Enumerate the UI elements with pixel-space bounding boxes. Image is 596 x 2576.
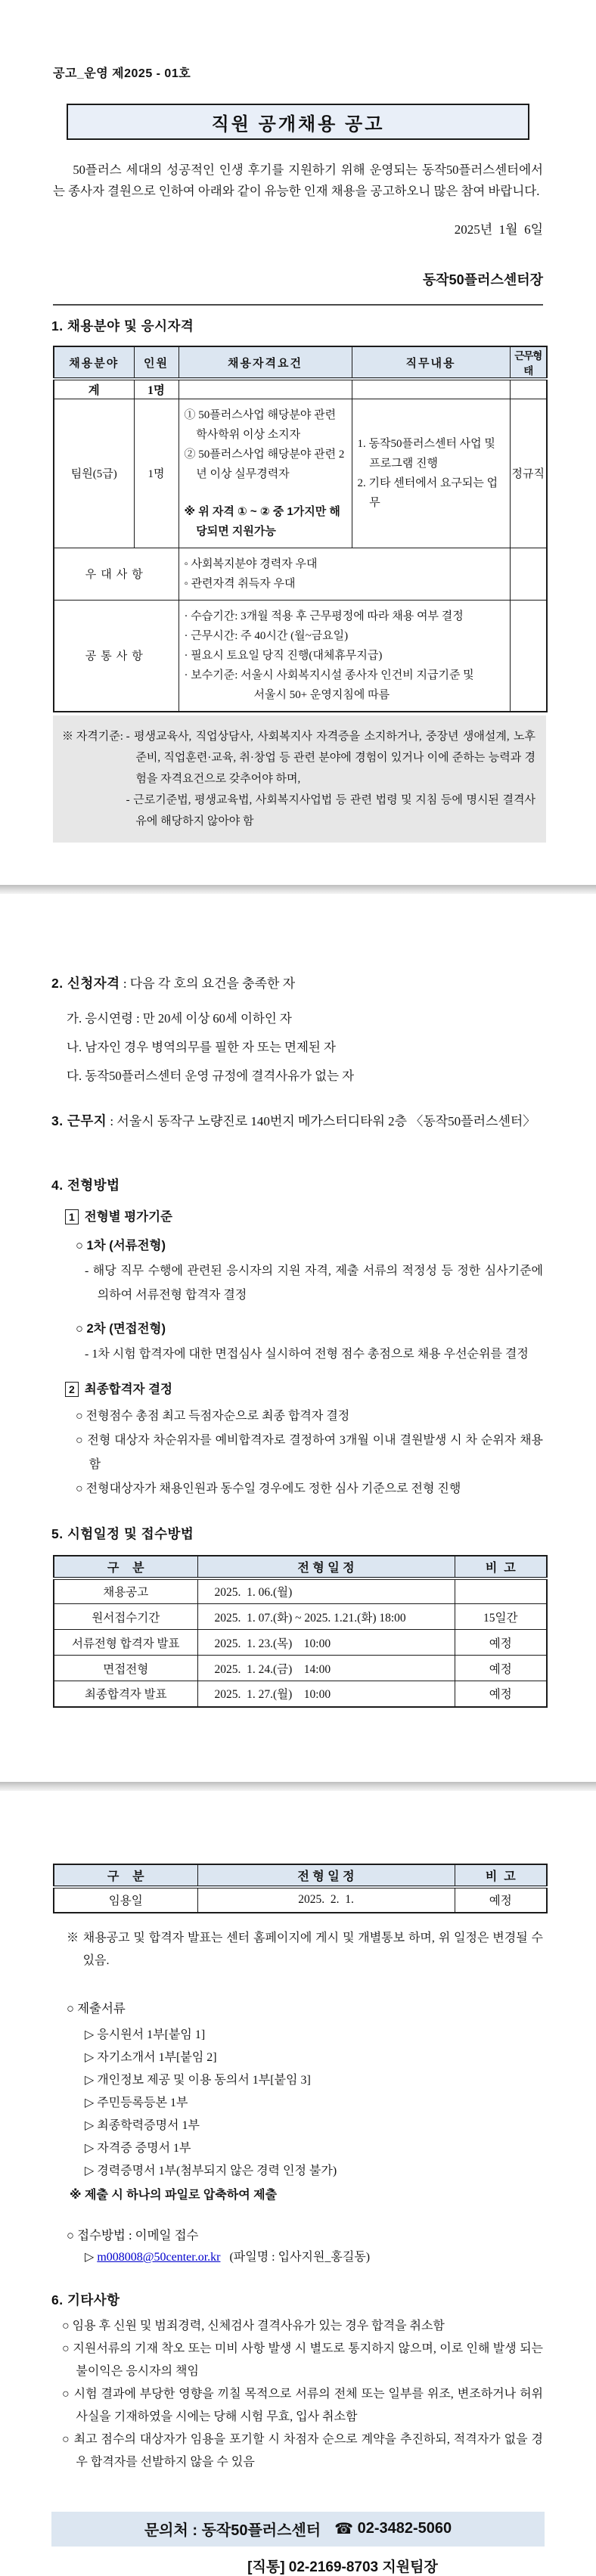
table-header-row — [54, 1556, 547, 1578]
list-item: ○ 시험 결과에 부당한 영향을 끼칠 목적으로 서류의 전체 또는 일부를 위조, 변조하거나 허위사실을 기재하였을 시에는 당해 시험 무효, 입사 취소함 — [62, 2387, 543, 2423]
documents-note: ※ 제출 시 하나의 파일로 압축하여 제출 — [70, 2188, 278, 2202]
contact-banner — [51, 2512, 545, 2547]
list-item: ○ 최고 점수의 대상자가 임용을 포기할 시 차점자 순으로 계약을 추진하되, 적격자가 없을 경우 합격자를 선발하지 않을 수 있음 — [62, 2432, 543, 2469]
section6-items — [62, 2315, 543, 2474]
table-row: 원서접수기간 2025. 1. 07.(화) ~ 2025. 1.21.(화) 18:00 15일간 — [54, 1604, 547, 1630]
documents-list — [85, 2024, 596, 2183]
boxed-number-2: 2 — [65, 1382, 79, 1397]
table-row-preferred — [54, 548, 547, 600]
schedule-table — [53, 1555, 548, 1708]
table-row-common — [54, 600, 547, 712]
position-qualifications: ① 50플러스사업 해당분야 관련 학사학위 이상 소지자 ② 50플러스사업 해당분야 관련 2년 이상 실무경력자 ※ 위 자격 ① ~ ② 중 1가지만 해당되면 지원가능 — [178, 399, 352, 548]
doc-number: 공고_운영 제2025 - 01호 — [53, 67, 191, 80]
section5-heading: 5. 시험일정 및 접수방법 — [51, 1525, 194, 1541]
list-item: 나. 남자인 경우 병역의무를 필한 자 또는 면제된 자 — [67, 1039, 336, 1054]
appointment-table — [53, 1864, 548, 1913]
col-header-category: 구 분 — [54, 1864, 197, 1887]
col-header-schedule: 전 형 일 정 — [197, 1556, 455, 1578]
col-header-qualification: 채용자격요건 — [178, 346, 352, 379]
qualification-note-box — [53, 715, 546, 843]
section6-heading: 6. 기타사항 — [51, 2292, 120, 2308]
list-item: ○ 전형점수 총점 최고 득점자순으로 최종 합격자 결정 — [76, 1409, 350, 1423]
table-header-row — [54, 1864, 547, 1887]
preferred-label: 우대사항 — [54, 548, 178, 600]
page-break-band — [0, 885, 596, 894]
filename-hint: (파일명 : 입사지원_홍길동) — [220, 2250, 371, 2264]
recruitment-table — [53, 346, 548, 712]
contact-phone: 02-3482-5060 — [357, 2520, 452, 2537]
title-box — [67, 104, 529, 140]
note-items: - 평생교육사, 직업상담사, 사회복지사 자격증을 소지하거나, 중장년 생애설계, 노후준비, 직업훈련·교육, 취·창업 등 관련 분야에 경험이 있거나 이에 준하는 능력과 경험을 자격요건으로 갖추어야 하며, - 근로기준법, 평생교육법, 사회복지사업법 등 관련 법령 및 지침 등에 명시된 결격사유에 해당하지 않아야 함 — [126, 730, 535, 827]
total-field: 계 — [54, 379, 134, 399]
intro-paragraph: 50플러스 세대의 성공적인 인생 후기를 지원하기 위해 운영되는 동작50플러스센터에서는 종사자 결원으로 인하여 아래와 같이 유능한 인재 채용을 공고하오니 많은 참여 바랍니다. — [53, 163, 543, 198]
position-duties: 1. 동작50플러스센터 사업 및 프로그램 진행 2. 기타 센터에서 요구되는 업무 — [352, 399, 510, 548]
round1-title: ○ 1차 (서류전형) — [76, 1238, 166, 1252]
subsection-final-decision: 2 최종합격자 결정 — [65, 1379, 596, 1397]
table-row: 면접전형 2025. 1. 24.(금) 14:00 예정 — [54, 1656, 547, 1681]
list-item: ▷ 응시원서 1부[붙임 1] — [85, 2028, 206, 2041]
list-item: ▷ 자기소개서 1부[붙임 2] — [85, 2050, 217, 2064]
list-item: 가. 응시연령 : 만 20세 이상 60세 이하인 자 — [67, 1010, 292, 1026]
list-item: ○ 임용 후 신원 및 범죄경력, 신체검사 결격사유가 있는 경우 합격을 취소함 — [62, 2319, 445, 2332]
round1-desc: - 해당 직무 수행에 관련된 응시자의 지원 자격, 제출 서류의 적정성 등 정한 심사기준에 의하여 서류전형 합격자 결정 — [85, 1264, 543, 1302]
position-count: 1명 — [134, 399, 178, 548]
col-header-note: 비 고 — [455, 1864, 547, 1887]
table-row: 최종합격자 발표 2025. 1. 27.(월) 10:00 예정 — [54, 1681, 547, 1707]
list-item: ▷ 자격증 증명서 1부 — [85, 2141, 191, 2155]
apply-method: ○ 접수방법 : 이메일 접수 — [67, 2227, 199, 2242]
position-field: 팀원(5급) — [54, 399, 134, 548]
list-item: 다. 동작50플러스센터 운영 규정에 결격사유가 없는 자 — [67, 1068, 355, 1083]
divider — [53, 304, 543, 306]
page-title: 직원 공개채용 공고 — [211, 113, 385, 135]
round2-desc: - 1차 시험 합격자에 대한 면접심사 실시하여 전형 점수 총점으로 채용 우선순위를 결정 — [85, 1347, 529, 1361]
list-item: ○ 전형 대상자 차순위자를 예비합격자로 결정하여 3개월 이내 결원발생 시 차 순위자 채용함 — [76, 1433, 543, 1471]
email-link[interactable]: m008008@50center.or.kr — [97, 2250, 221, 2264]
table-row: 서류전형 합격자 발표 2025. 1. 23.(목) 10:00 예정 — [54, 1630, 547, 1656]
subsection-eval-criteria: 1 전형별 평가기준 — [65, 1206, 596, 1224]
list-item: ▷ 개인정보 제공 및 이용 동의서 1부[붙임 3] — [85, 2073, 311, 2087]
list-item: ○ 지원서류의 기재 착오 또는 미비 사항 발생 시 별도로 통지하지 않으며, 이로 인해 발생 되는 불이익은 응시자의 책임 — [62, 2342, 543, 2378]
section3-heading: 3. 근무지 : 서울시 동작구 노량진로 140번지 메가스터디타워 2층 〈동작50플러스센터〉 — [51, 1113, 536, 1128]
contact-label: 문의처 : 동작50플러스센터 — [144, 2522, 321, 2539]
triangle-bullet-icon: ▷ — [85, 2250, 98, 2264]
col-header-field: 채용분야 — [54, 346, 134, 379]
table-row: 채용공고 2025. 1. 06.(월) — [54, 1578, 547, 1604]
announcement-date: 2025년 1월 6일 — [454, 222, 543, 237]
table-row-position — [54, 399, 547, 548]
table-header-row — [54, 346, 547, 379]
section2-heading: 2. 신청자격 : 다음 각 호의 요건을 충족한 자 — [51, 975, 296, 991]
common-content: · 수습기간: 3개월 적용 후 근무평정에 따라 채용 여부 결정 · 근무시간: 주 40시간 (월~금요일) · 필요시 토요일 당직 진행(대체휴무지급) · 보수기준: 서울시 사회복지시설 종사자 인건비 지급기준 및 서울시 50+ 운영지침에 따름 — [178, 600, 510, 712]
direct-phone-line: [직통] 02-2169-8703 지원팀장 — [247, 2559, 438, 2575]
total-count: 1명 — [134, 379, 178, 399]
col-header-duty: 직무내용 — [352, 346, 510, 379]
list-item: ▷ 최종학력증명서 1부 — [85, 2118, 200, 2132]
col-header-category: 구 분 — [54, 1556, 197, 1578]
common-label: 공통사항 — [54, 600, 178, 712]
schedule-note: ※ 채용공고 및 합격자 발표는 센터 홈페이지에 게시 및 개별통보 하며, 위 일정은 변경될 수 있음. — [67, 1931, 543, 1967]
apply-email-line — [85, 2246, 596, 2269]
page-break-band — [0, 1782, 596, 1791]
documents-title: ○ 제출서류 — [67, 2000, 126, 2016]
final-decision-items — [76, 1404, 543, 1501]
col-header-worktype: 근무형태 — [510, 346, 547, 379]
col-header-note: 비 고 — [455, 1556, 547, 1578]
list-item: ▷ 경력증명서 1부(첨부되지 않은 경력 인정 불가) — [85, 2164, 337, 2177]
col-header-schedule: 전 형 일 정 — [197, 1864, 455, 1887]
section2-items — [67, 1004, 596, 1091]
round2-title: ○ 2차 (면접전형) — [76, 1321, 166, 1336]
section1-heading: 1. 채용분야 및 응시자격 — [51, 318, 194, 334]
phone-icon: ☎ — [334, 2521, 354, 2537]
preferred-content: ◦ 사회복지분야 경력자 우대 ◦ 관련자격 취득자 우대 — [178, 548, 510, 600]
boxed-number-1: 1 — [65, 1209, 79, 1224]
issuer-name: 동작50플러스센터장 — [422, 272, 543, 287]
position-worktype: 정규직 — [510, 399, 547, 548]
list-item: ▷ 주민등록등본 1부 — [85, 2096, 188, 2109]
table-row-total — [54, 379, 547, 399]
col-header-count: 인원 — [134, 346, 178, 379]
section4-heading: 4. 전형방법 — [51, 1177, 120, 1193]
list-item: ○ 전형대상자가 채용인원과 동수일 경우에도 정한 심사 기준으로 전형 진행 — [76, 1482, 461, 1495]
note-prefix: ※ 자격기준: — [62, 730, 126, 743]
table-row: 임용일 2025. 2. 1. 예정 — [54, 1887, 547, 1913]
